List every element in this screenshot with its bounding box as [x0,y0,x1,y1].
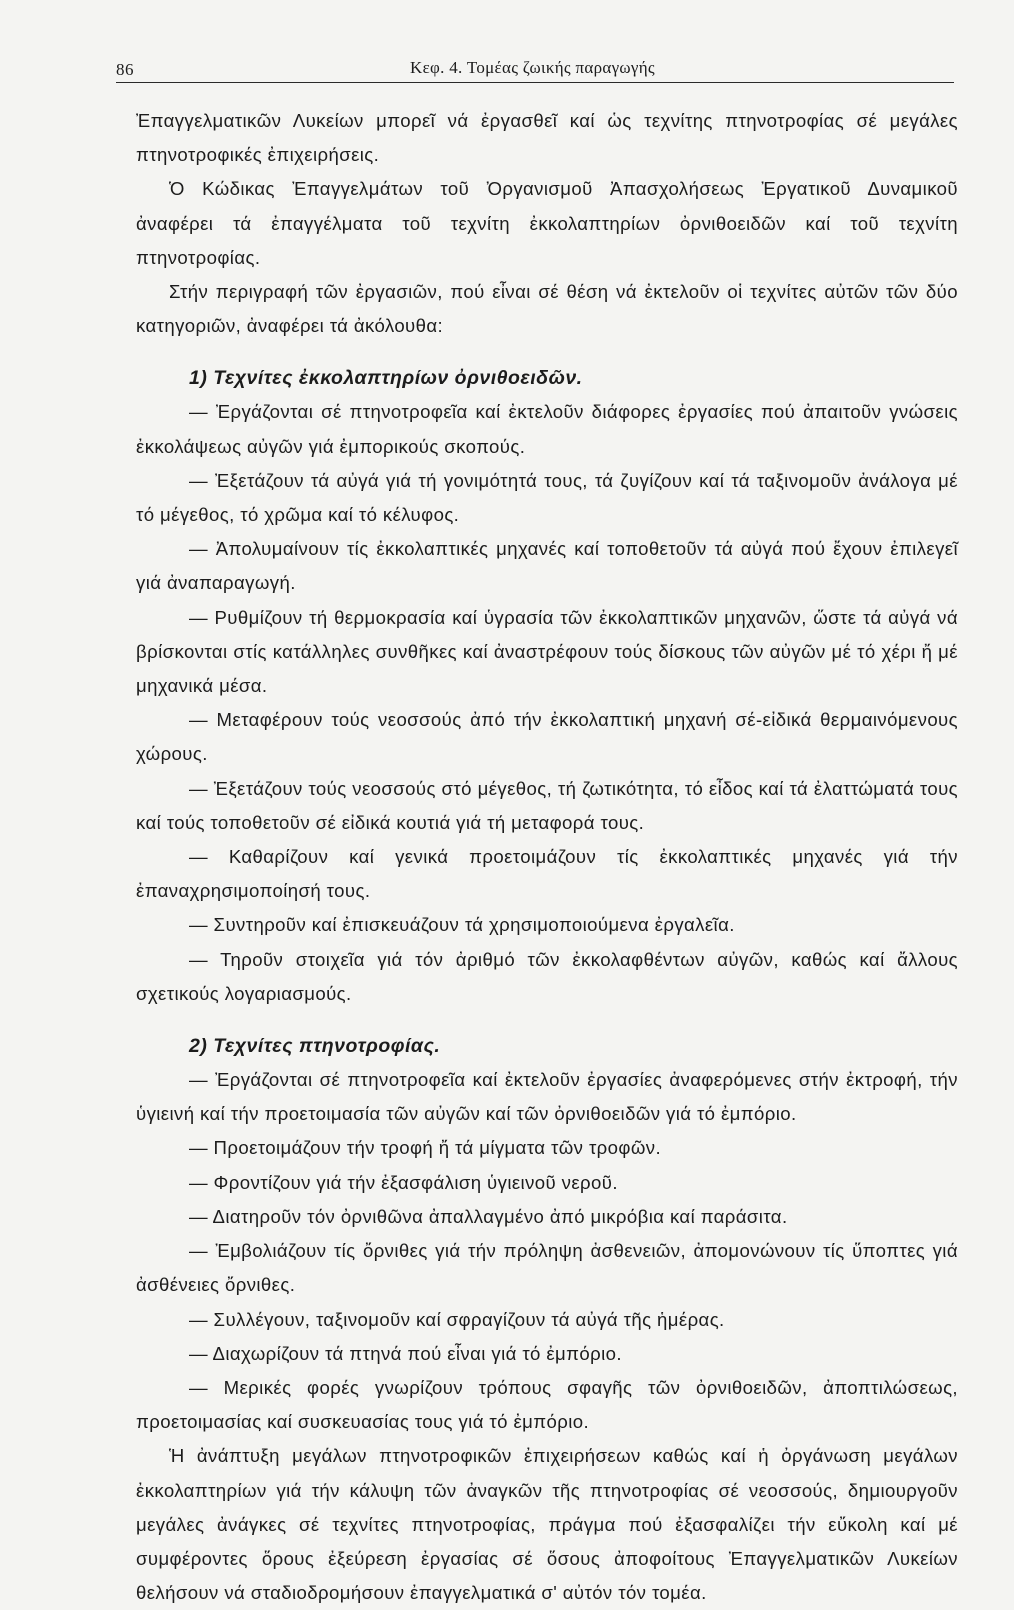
section-1-item: — Ἀπολυμαίνουν τίς ἐκκολαπτικές μηχανές καί τοποθετοῦν τά αὐγά πού ἔχουν ἐπιλεγεῖ γιά ἀναπαραγωγή. [136,538,958,594]
section-2-item: — Διατηροῦν τόν ὀρνιθῶνα ἀπαλλαγμένο ἀπό μικρόβια καί παράσιτα. [189,1205,788,1227]
running-head: Κεφ. 4. Τομέας ζωικής παραγωγής [410,58,655,77]
intro-paragraph-3: Στήν περιγραφή τῶν ἐργασιῶν, πού εἶναι σέ θέση νά ἐκτελοῦν οἱ τεχνίτες αὐτῶν τῶν δύο κατηγοριῶν, ἀναφέρει τά ἀκόλουθα: [136,281,958,337]
section-2-item: — Ἐμβολιάζουν τίς ὄρνιθες γιά τήν πρόληψη ἀσθενειῶν, ἀπομονώνουν τίς ὕποπτες γιά ἀσθένειες ὄρνιθες. [136,1240,958,1296]
section-1-item: — Ἐξετάζουν τά αὐγά γιά τή γονιμότητά τους, τά ζυγίζουν καί τά ταξινομοῦν ἀνάλογα μέ τό μέγεθος, τό χρῶμα καί τό κέλυφος. [136,469,958,526]
section-2-item: — Συλλέγουν, ταξινομοῦν καί σφραγίζουν τά αὐγά τῆς ἡμέρας. [189,1308,725,1330]
intro-paragraph-1: Ἐπαγγελματικῶν Λυκείων μπορεῖ νά ἐργασθεῖ καί ὡς τεχνίτης πτηνοτροφίας σέ μεγάλες πτηνοτροφικές ἐπιχειρήσεις. [136,110,958,166]
section-2-item: — Διαχωρίζουν τά πτηνά πού εἶναι γιά τό ἐμπόριο. [189,1342,622,1364]
section-1-heading: 1) Τεχνίτες ἐκκολαπτηρίων ὀρνιθοειδῶν. [189,367,583,390]
section-2-item: — Ἐργάζονται σέ πτηνοτροφεῖα καί ἐκτελοῦν ἐργασίες ἀναφερόμενες στήν ἐκτροφή, τήν ὑγιεινή καί τήν προετοιμασία τῶν αὐγῶν καί τῶν ὀρνιθοειδῶν γιά τό ἐμπόριο. [136,1069,958,1125]
section-2-item: — Μερικές φορές γνωρίζουν τρόπους σφαγῆς τῶν ὀρνιθοειδῶν, ἀποπτιλώσεως, προετοιμασίας καί συσκευασίας τους γιά τό ἐμπόριο. [136,1376,958,1433]
section-1-item: — Ἐργάζονται σέ πτηνοτροφεῖα καί ἐκτελοῦν διάφορες ἐργασίες πού ἀπαιτοῦν γνώσεις ἐκκολάψεως αὐγῶν γιά ἐμπορικούς σκοπούς. [136,401,958,457]
section-2-item: — Προετοιμάζουν τήν τροφή ἤ τά μίγματα τῶν τροφῶν. [189,1137,662,1159]
section-2-heading: 2) Τεχνίτες πτηνοτροφίας. [189,1035,441,1058]
page-header [116,56,954,83]
section-2-item: — Φροντίζουν γιά τήν ἐξασφάλιση ὑγιεινοῦ νεροῦ. [189,1171,618,1193]
page-body [136,104,958,1610]
intro-paragraph-2: Ὁ Κώδικας Ἐπαγγελμάτων τοῦ Ὀργανισμοῦ Ἀπασχολήσεως Ἐργατικοῦ Δυναμικοῦ ἀναφέρει τά ἐπαγγέλματα τοῦ τεχνίτη ἐκκολαπτηρίων ὀρνιθοειδῶν καί τοῦ τεχνίτη πτηνοτροφίας. [136,178,958,268]
section-1-item: — Συντηροῦν καί ἐπισκευάζουν τά χρησιμοποιούμενα ἐργαλεῖα. [189,914,735,936]
section-1-item: — Καθαρίζουν καί γενικά προετοιμάζουν τίς ἐκκολαπτικές μηχανές γιά τήν ἐπαναχρησιμοποίησή τους. [136,846,958,902]
closing-paragraph: Ἡ ἀνάπτυξη μεγάλων πτηνοτροφικῶν ἐπιχειρήσεων καθώς καί ἡ ὀργάνωση μεγάλων ἐκκολαπτηρίων γιά τήν κάλυψη τῶν ἀναγκῶν τῆς πτηνοτροφίας σέ νεοσσούς, δημιουργοῦν μεγάλες ἀνάγκες σέ τεχνίτες πτηνοτροφίας, πράγμα πού ἐξασφαλίζει τήν εὔκολη καί μέ συμφέροντες ὅρους ἐξεύρεση ἐργασίας σέ ὅσους ἀποφοίτους Ἐπαγγελματικῶν Λυκείων θελήσουν νά σταδιοδρομήσουν ἐπαγγελματικά σ' αὐτόν τόν τομέα. [136,1445,958,1604]
page-number: 86 [116,60,134,79]
section-1-item: — Ἐξετάζουν τούς νεοσσούς στό μέγεθος, τή ζωτικότητα, τό εἶδος καί τά ἐλαττώματά τους καί τούς τοποθετοῦν σέ εἰδικά κουτιά γιά τή μεταφορά τους. [136,777,958,833]
section-1-item: — Τηροῦν στοιχεῖα γιά τόν ἀριθμό τῶν ἐκκολαφθέντων αὐγῶν, καθώς καί ἄλλους σχετικούς λογαριασμούς. [136,948,958,1004]
section-1-item: — Ρυθμίζουν τή θερμοκρασία καί ὑγρασία τῶν ἐκκολαπτικῶν μηχανῶν, ὥστε τά αὐγά νά βρίσκονται στίς κατάλληλες συνθῆκες καί ἀναστρέφουν τούς δίσκους τῶν αὐγῶν μέ τό χέρι ἤ μέ μηχανικά μέσα. [136,606,958,697]
section-1-item: — Μεταφέρουν τούς νεοσσούς ἀπό τήν ἐκκολαπτική μηχανή σέ-εἰδικά θερμαινόμενους χώρους. [136,709,958,765]
